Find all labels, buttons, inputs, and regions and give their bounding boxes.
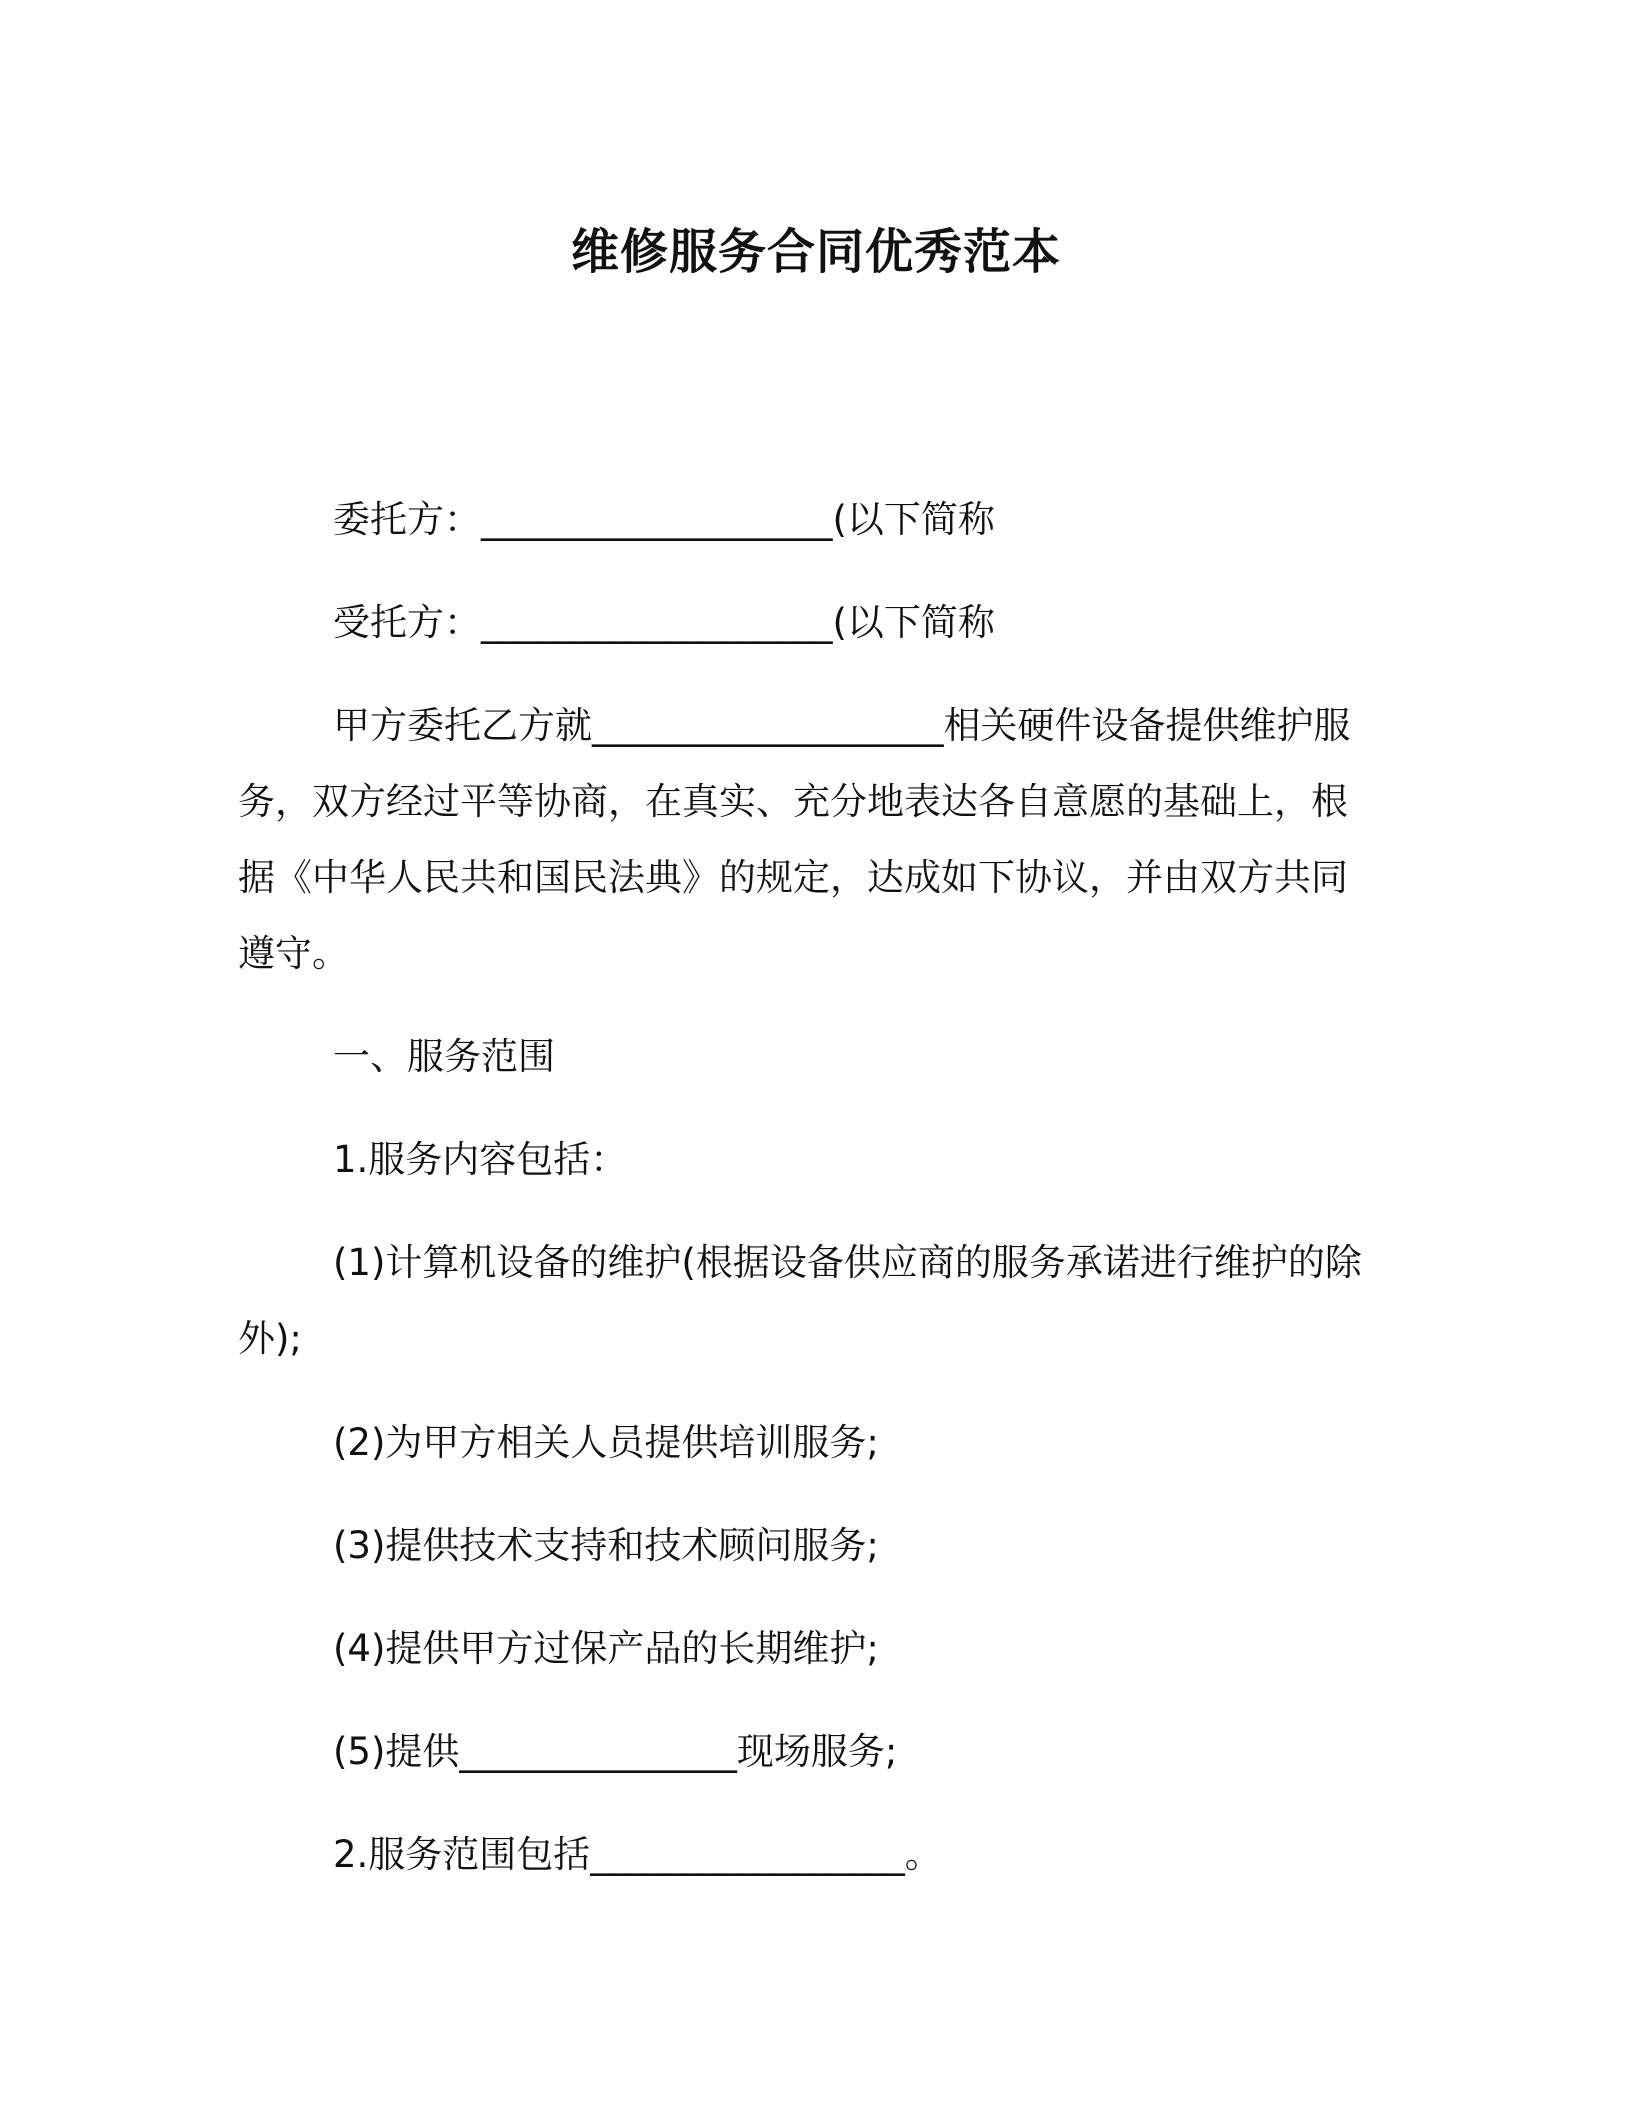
sub-item-3: (3)提供技术支持和技术顾问服务; <box>333 1524 879 1567</box>
preamble-line: 甲方委托乙方就___________________相关硬件设备提供维护服 <box>333 704 1351 747</box>
client-party-line: 委托方：___________________(以下简称 <box>333 498 995 541</box>
preamble-line: 务，双方经过平等协商，在真实、充分地表达各自意愿的基础上，根 <box>238 780 1348 823</box>
sub-item-1-continued: 外); <box>238 1317 302 1360</box>
sub-item-4: (4)提供甲方过保产品的长期维护; <box>333 1627 879 1670</box>
section-heading: 一、服务范围 <box>333 1035 555 1078</box>
document-title: 维修服务合同优秀范本 <box>570 224 1061 280</box>
clause-item-1: 1.服务内容包括： <box>333 1138 628 1181</box>
sub-item-1: (1)计算机设备的维护(根据设备供应商的服务承诺进行维护的除 <box>333 1241 1362 1284</box>
preamble-line: 据《中华人民共和国民法典》的规定，达成如下协议，并由双方共同 <box>238 856 1348 899</box>
clause-item-2: 2.服务范围包括_________________。 <box>333 1833 942 1876</box>
contractor-party-line: 受托方：___________________(以下简称 <box>333 601 995 644</box>
preamble-line: 遵守。 <box>238 932 349 975</box>
sub-item-5: (5)提供_______________现场服务; <box>333 1730 898 1773</box>
sub-item-2: (2)为甲方相关人员提供培训服务; <box>333 1421 879 1464</box>
